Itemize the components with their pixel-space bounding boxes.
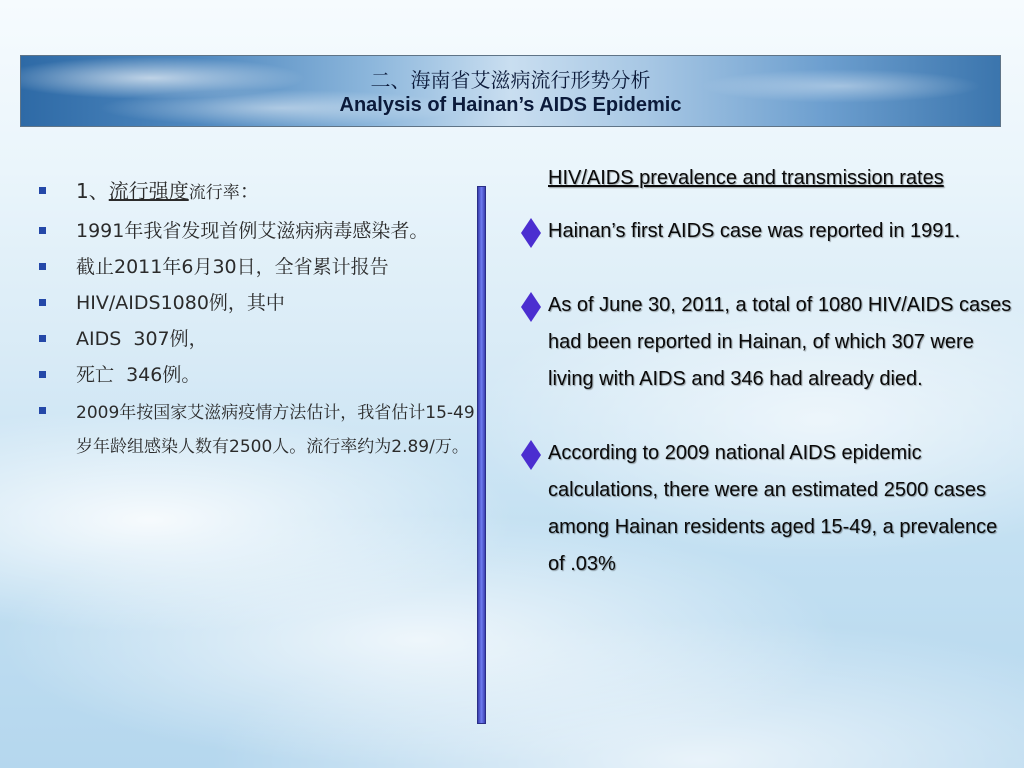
diamond-bullet-icon: [520, 439, 542, 471]
list-item-text: HIV/AIDS1080例，其中: [76, 292, 285, 314]
title-english: Analysis of Hainan’s AIDS Epidemic: [339, 94, 682, 116]
english-paragraph: [548, 435, 1018, 583]
square-bullet-icon: [39, 407, 46, 414]
list-item: [38, 324, 478, 354]
chinese-bullet-list: [38, 176, 478, 470]
paragraph-text: Hainan’s first AIDS case was reported in 1991.: [548, 220, 961, 242]
list-item: [38, 288, 478, 318]
list-item: [38, 176, 478, 208]
section-heading: HIV/AIDS prevalence and transmission rates: [548, 167, 944, 189]
title-banner: [20, 55, 1001, 127]
diamond-bullet-icon: [520, 217, 542, 249]
list-item: [38, 360, 478, 390]
english-column: [548, 160, 1018, 583]
square-bullet-icon: [39, 335, 46, 342]
paragraph-text: As of June 30, 2011, a total of 1080 HIV/AIDS cases had been reported in Hainan, of which 307 were living with AIDS and 346 had already died.: [548, 294, 1012, 390]
list-item-text: AIDS 307例，: [76, 328, 208, 350]
item-prefix: 1、: [76, 179, 109, 203]
vertical-divider: [477, 186, 486, 724]
item-underlined-text: 流行强度: [108, 179, 189, 203]
item-small-text: 流行率: [188, 183, 240, 203]
square-bullet-icon: [39, 371, 46, 378]
square-bullet-icon: [39, 227, 46, 234]
item-suffix: ：: [239, 179, 260, 203]
square-bullet-icon: [39, 263, 46, 270]
square-bullet-icon: [39, 299, 46, 306]
list-item-text: 死亡 346例。: [76, 364, 201, 386]
list-item-text: 2009年按国家艾滋病疫情方法估计，我省估计15-49岁年龄组感染人数有2500人。流行率约为2.89/万。: [76, 403, 475, 457]
english-paragraph: [548, 287, 1018, 398]
paragraph-text: According to 2009 national AIDS epidemic calculations, there were an estimated 2500 cases among Hainan residents aged 15-49, a prevalence of .03%: [548, 442, 998, 575]
list-item-text: 截止2011年6月30日，全省累计报告: [76, 256, 389, 278]
title-chinese: 二、海南省艾滋病流行形势分析: [370, 68, 651, 92]
english-paragraph: [548, 213, 1018, 250]
list-item: [38, 252, 478, 282]
square-bullet-icon: [39, 187, 46, 194]
list-item: [38, 396, 478, 464]
list-item-text: 1991年我省发现首例艾滋病病毒感染者。: [76, 220, 429, 242]
list-item: [38, 216, 478, 246]
diamond-bullet-icon: [520, 291, 542, 323]
